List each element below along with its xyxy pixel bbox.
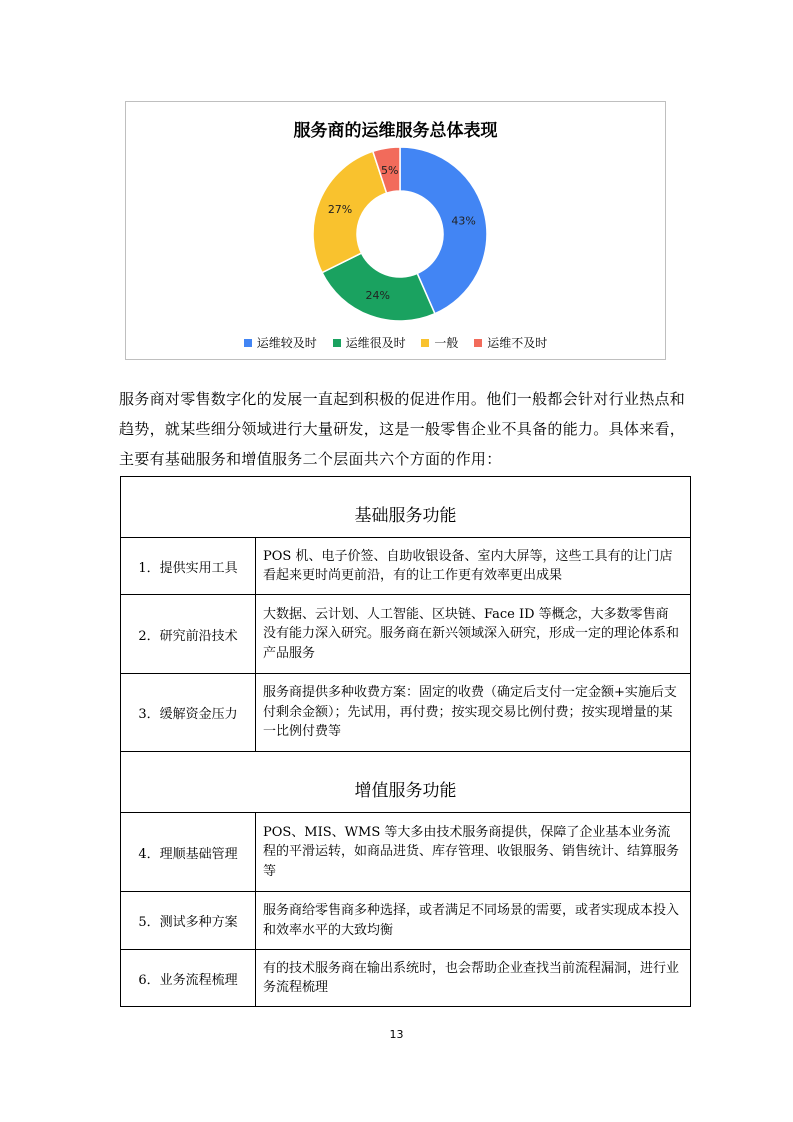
table-row [121,538,691,595]
data-label: 5% [381,163,399,177]
legend-label: 运维较及时 [256,336,317,350]
section-header [121,477,691,538]
function-description: 服务商给零售商多种选择，或者满足不同场景的需要，或者实现成本投入和效率水平的大致均衡 [256,892,691,950]
service-function-table [120,476,691,1007]
function-description: POS、MIS、WMS 等大多由技术服务商提供，保障了企业基本业务流程的平滑运转，如商品进货、库存管理、收银服务、销售统计、结算服务等 [256,813,691,892]
data-label: 27% [327,202,353,216]
legend-item [333,334,406,351]
legend-swatch [333,339,341,347]
function-name: 6．业务流程梳理 [121,950,256,1007]
function-description: 服务商提供多种收费方案：固定的收费（确定后支付一定金额+实施后支付剩余金额）；先试用，再付费；按实现交易比例付费；按实现增量的某一比例付费等 [256,674,691,752]
function-name: 3．缓解资金压力 [121,674,256,752]
function-description: POS 机、电子价签、自助收银设备、室内大屏等，这些工具有的让门店看起来更时尚更前沿，有的让工作更有效率更出成果 [256,538,691,595]
body-paragraph: 服务商对零售数字化的发展一直起到积极的促进作用。他们一般都会针对行业热点和趋势，就某些细分领域进行大量研发，这是一般零售企业不具备的能力。具体来看，主要有基础服务和增值服务二个层面共六个方面的作用： [119,390,686,468]
table-row [121,813,691,892]
legend-swatch [474,339,482,347]
section-header [121,752,691,813]
chart-title: 服务商的运维服务总体表现 [293,121,498,141]
legend-item [421,334,458,351]
legend-swatch [421,339,429,347]
legend-item [244,334,317,351]
legend-item [474,334,547,351]
chart-legend [126,334,665,351]
table-row [121,892,691,950]
function-name: 5．测试多种方案 [121,892,256,950]
legend-swatch [244,339,252,347]
table-row [121,674,691,752]
page-number: 13 [389,1028,404,1041]
data-label: 24% [365,289,390,303]
donut-chart [126,102,665,359]
section-title: 基础服务功能 [121,477,691,538]
function-name: 1．提供实用工具 [121,538,256,595]
legend-label: 运维不及时 [487,336,548,350]
legend-label: 运维很及时 [345,336,406,350]
function-name: 4．理顺基础管理 [121,813,256,892]
function-description: 有的技术服务商在输出系统时，也会帮助企业查找当前流程漏洞，进行业务流程梳理 [256,950,691,1007]
section-title: 增值服务功能 [121,752,691,813]
chart-container [125,101,666,360]
data-label: 43% [451,214,476,228]
table-row [121,950,691,1007]
function-description: 大数据、云计划、人工智能、区块链、Face ID 等概念，大多数零售商没有能力深入研究。服务商在新兴领域深入研究，形成一定的理论体系和产品服务 [256,595,691,674]
table-row [121,595,691,674]
function-name: 2．研究前沿技术 [121,595,256,674]
legend-label: 一般 [434,336,459,350]
